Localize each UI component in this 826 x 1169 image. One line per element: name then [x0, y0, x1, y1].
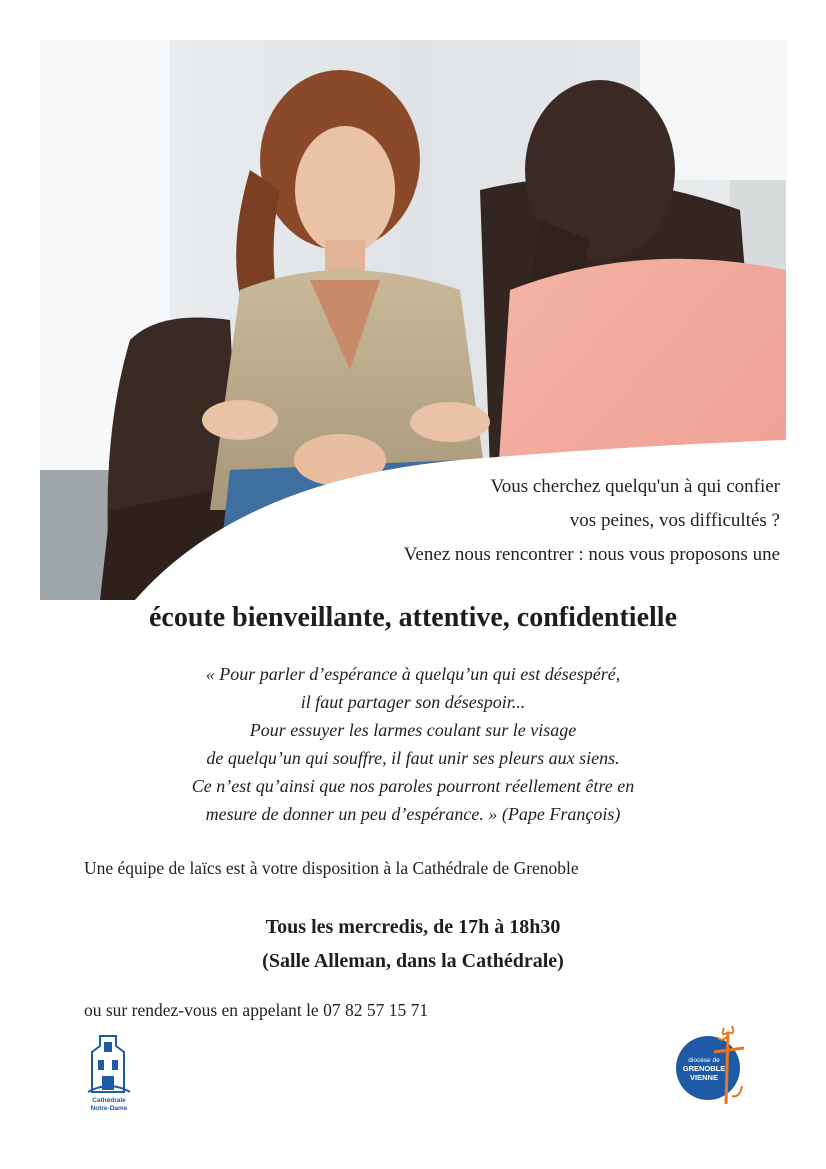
appointment-text: ou sur rendez-vous en appelant le 07 82 57 15 71	[84, 1000, 429, 1020]
intro-text	[404, 470, 780, 572]
diocese-logo	[668, 1026, 752, 1110]
quote-line: « Pour parler d’espérance à quelqu’un qui est désespéré,	[205, 664, 621, 684]
diocese-logo-line1: diocèse de	[688, 1057, 720, 1064]
schedule	[0, 910, 826, 978]
cathedral-logo-line2: Notre-Dame	[90, 1105, 128, 1112]
cathedral-logo	[84, 1030, 134, 1114]
diocese-logo-line2: GRENOBLE	[682, 1064, 726, 1073]
quote-line: de quelqu’un qui souffre, il faut unir ses pleurs aux siens.	[206, 748, 620, 768]
intro-line-3: Venez nous rencontrer : nous vous proposons une	[403, 544, 780, 565]
pope-quote	[60, 660, 766, 828]
intro-line-1: Vous cherchez quelqu'un à qui confier	[490, 476, 780, 497]
team-text: Une équipe de laïcs est à votre disposition à la Cathédrale de Grenoble	[84, 858, 579, 878]
quote-line: il faut partager son désespoir...	[300, 692, 526, 712]
headline: écoute bienveillante, attentive, confidentielle	[149, 602, 677, 633]
quote-line: mesure de donner un peu d’espérance. » (Pape François)	[205, 804, 621, 824]
quote-line: Pour essuyer les larmes coulant sur le visage	[249, 720, 577, 740]
schedule-location: (Salle Alleman, dans la Cathédrale)	[262, 950, 564, 972]
cathedral-logo-line1: Cathédrale	[92, 1097, 126, 1104]
schedule-day-time: Tous les mercredis, de 17h à 18h30	[265, 916, 561, 938]
diocese-logo-line3: VIENNE	[690, 1073, 718, 1082]
quote-line: Ce n’est qu’ainsi que nos paroles pourront réellement être en	[191, 776, 635, 796]
intro-line-2: vos peines, vos difficultés ?	[569, 510, 780, 531]
